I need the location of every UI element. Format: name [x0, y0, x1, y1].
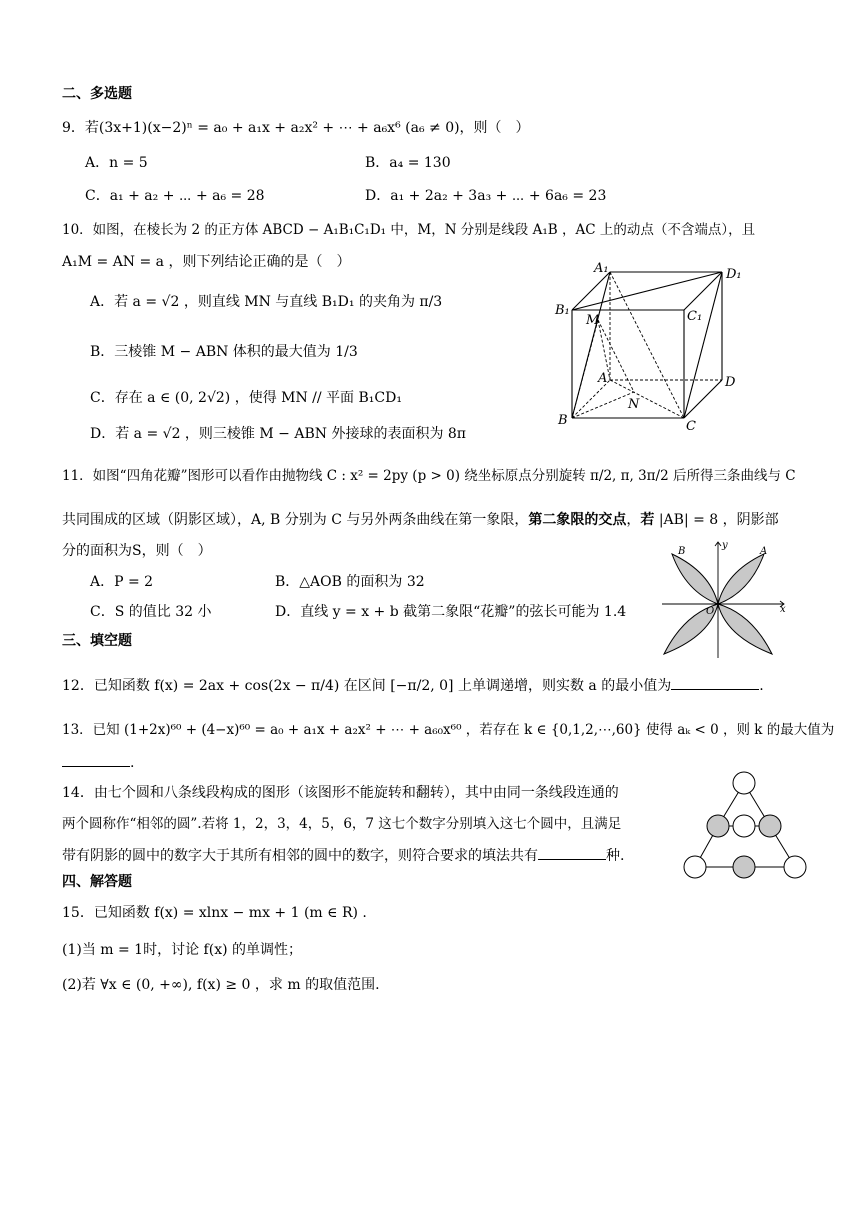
flower-label-b: B	[678, 546, 686, 557]
q11-stem-line3: 分的面积为S，则（ ）	[62, 543, 212, 559]
q14-line1: 14．由七个圆和八条线段构成的图形（该图形不能旋转和翻转），其中由同一条线段连通的	[62, 785, 619, 801]
circle-mid-center	[733, 815, 755, 837]
q11-line2-part3: |AB| = 8 ，阴影部	[654, 512, 779, 528]
q12-answer-blank[interactable]	[671, 675, 759, 690]
q11-line2-part1: 共同围成的区域（阴影区域），A, B 分别为 C 与另外两条曲线在第一象限，	[62, 512, 529, 528]
q10-option-b: B．三棱锥 M − ABN 体积的最大值为 1/3	[90, 344, 358, 360]
circle-top	[733, 772, 755, 794]
q14-line3-text: 带有阴影的圆中的数字大于其所有相邻的圆中的数字，则符合要求的填法共有	[62, 848, 538, 864]
q13-blank-line	[62, 752, 134, 773]
q9-option-a: A．n = 5	[85, 155, 148, 171]
q15-stem: 15．已知函数 f(x) = xlnx − mx + 1 (m ∈ R) .	[62, 905, 367, 921]
q12-line	[62, 675, 764, 696]
q11-line2-part2: ，	[626, 512, 641, 528]
section-heading-fill-in: 三、填空题	[62, 633, 132, 649]
section-heading-answer: 四、解答题	[62, 874, 132, 890]
q11-option-c: C．S 的值比 32 小	[90, 604, 212, 620]
q12-text: 12．已知函数 f(x) = 2ax + cos(2x − π/4) 在区间 [−π/2, 0] 上单调递增，则实数 a 的最小值为	[62, 678, 672, 694]
circle-bottom-center-shaded	[733, 856, 755, 878]
q11-stem-line1: 11．如图“四角花瓣”图形可以看作由抛物线 C : x² = 2py (p > 0) 绕坐标原点分别旋转 π/2, π, 3π/2 后所得三条曲线与 C	[62, 468, 796, 484]
circle-mid-left-shaded	[707, 815, 729, 837]
flower-label-a: A	[760, 546, 768, 557]
flower-label-x: x	[780, 604, 786, 615]
flower-petal-figure	[660, 538, 790, 660]
q13-text: 13．已知 (1+2x)⁶⁰ + (4−x)⁶⁰ = a₀ + a₁x + a₂x² + ⋯ + a₆₀x⁶⁰ ，若存在 k ∈ {0,1,2,⋯,60} 使得 aₖ < 0 ，则 k 的最大值为	[62, 722, 835, 738]
label-n: N	[628, 397, 640, 412]
q14-line3-end: 种.	[606, 848, 625, 864]
q15-part1: (1)当 m = 1时，讨论 f(x) 的单调性；	[62, 942, 302, 958]
circle-mid-right-shaded	[759, 815, 781, 837]
q11-line2-bold2: 若	[640, 512, 655, 528]
q9-option-b: B．a₄ = 130	[365, 155, 451, 171]
label-a: A	[598, 371, 608, 386]
q15-part2: (2)若 ∀x ∈ (0, +∞), f(x) ≥ 0 ，求 m 的取值范围.	[62, 977, 380, 993]
q10-stem-line2: A₁M = AN = a ，则下列结论正确的是（ ）	[62, 254, 351, 270]
label-d: D	[725, 375, 736, 390]
cube-figure	[550, 258, 750, 438]
label-b: B	[558, 413, 568, 428]
label-b1: B₁	[555, 303, 570, 318]
q10-option-c: C．存在 a ∈ (0, 2√2) ，使得 MN // 平面 B₁CD₁	[90, 390, 402, 406]
label-c: C	[686, 419, 696, 434]
q10-stem-line1: 10．如图，在棱长为 2 的正方体 ABCD − A₁B₁C₁D₁ 中，M，N 分别是线段 A₁B ，AC 上的动点（不含端点），且	[62, 222, 756, 238]
q11-line2-bold1: 第二象限的交点	[528, 512, 627, 528]
q11-option-b: B．△AOB 的面积为 32	[275, 574, 425, 590]
label-m: M	[586, 313, 600, 328]
q9-stem: 9．若(3x+1)(x−2)ⁿ = a₀ + a₁x + a₂x² + ⋯ + a₆x⁶ (a₆ ≠ 0)，则（ ）	[62, 120, 530, 136]
section-heading-multi-choice: 二、多选题	[62, 86, 132, 102]
q10-option-a: A．若 a = √2 ，则直线 MN 与直线 B₁D₁ 的夹角为 π/3	[90, 294, 443, 310]
q11-stem-line2	[62, 510, 779, 530]
q14-answer-blank[interactable]	[538, 845, 606, 860]
circle-bottom-left	[684, 856, 706, 878]
q9-option-d: D．a₁ + 2a₂ + 3a₃ + ⋯ + 6a₆ = 23	[365, 188, 607, 204]
q10-option-d: D．若 a = √2 ，则三棱锥 M − ABN 外接球的表面积为 8π	[90, 426, 467, 442]
label-c1: C₁	[687, 309, 703, 324]
seven-circle-figure	[682, 770, 808, 882]
q9-option-c: C．a₁ + a₂ + ⋯ + a₆ = 28	[85, 188, 265, 204]
q14-line2: 两个圆称作“相邻的圆”.若将 1，2，3，4，5，6，7 这七个数字分别填入这七个圆中，且满足	[62, 816, 622, 832]
q13-end: .	[130, 755, 135, 771]
label-d1: D₁	[726, 267, 742, 282]
q11-option-a: A．P = 2	[90, 574, 154, 590]
flower-label-o: O	[706, 606, 715, 617]
circle-bottom-right	[784, 856, 806, 878]
q13-answer-blank[interactable]	[62, 752, 130, 767]
flower-label-y: y	[722, 540, 728, 551]
q14-line3	[62, 845, 624, 866]
label-a1: A₁	[594, 261, 609, 276]
q12-end: .	[759, 678, 764, 694]
q11-option-d: D．直线 y = x + b 截第二象限“花瓣”的弦长可能为 1.4	[275, 604, 627, 620]
